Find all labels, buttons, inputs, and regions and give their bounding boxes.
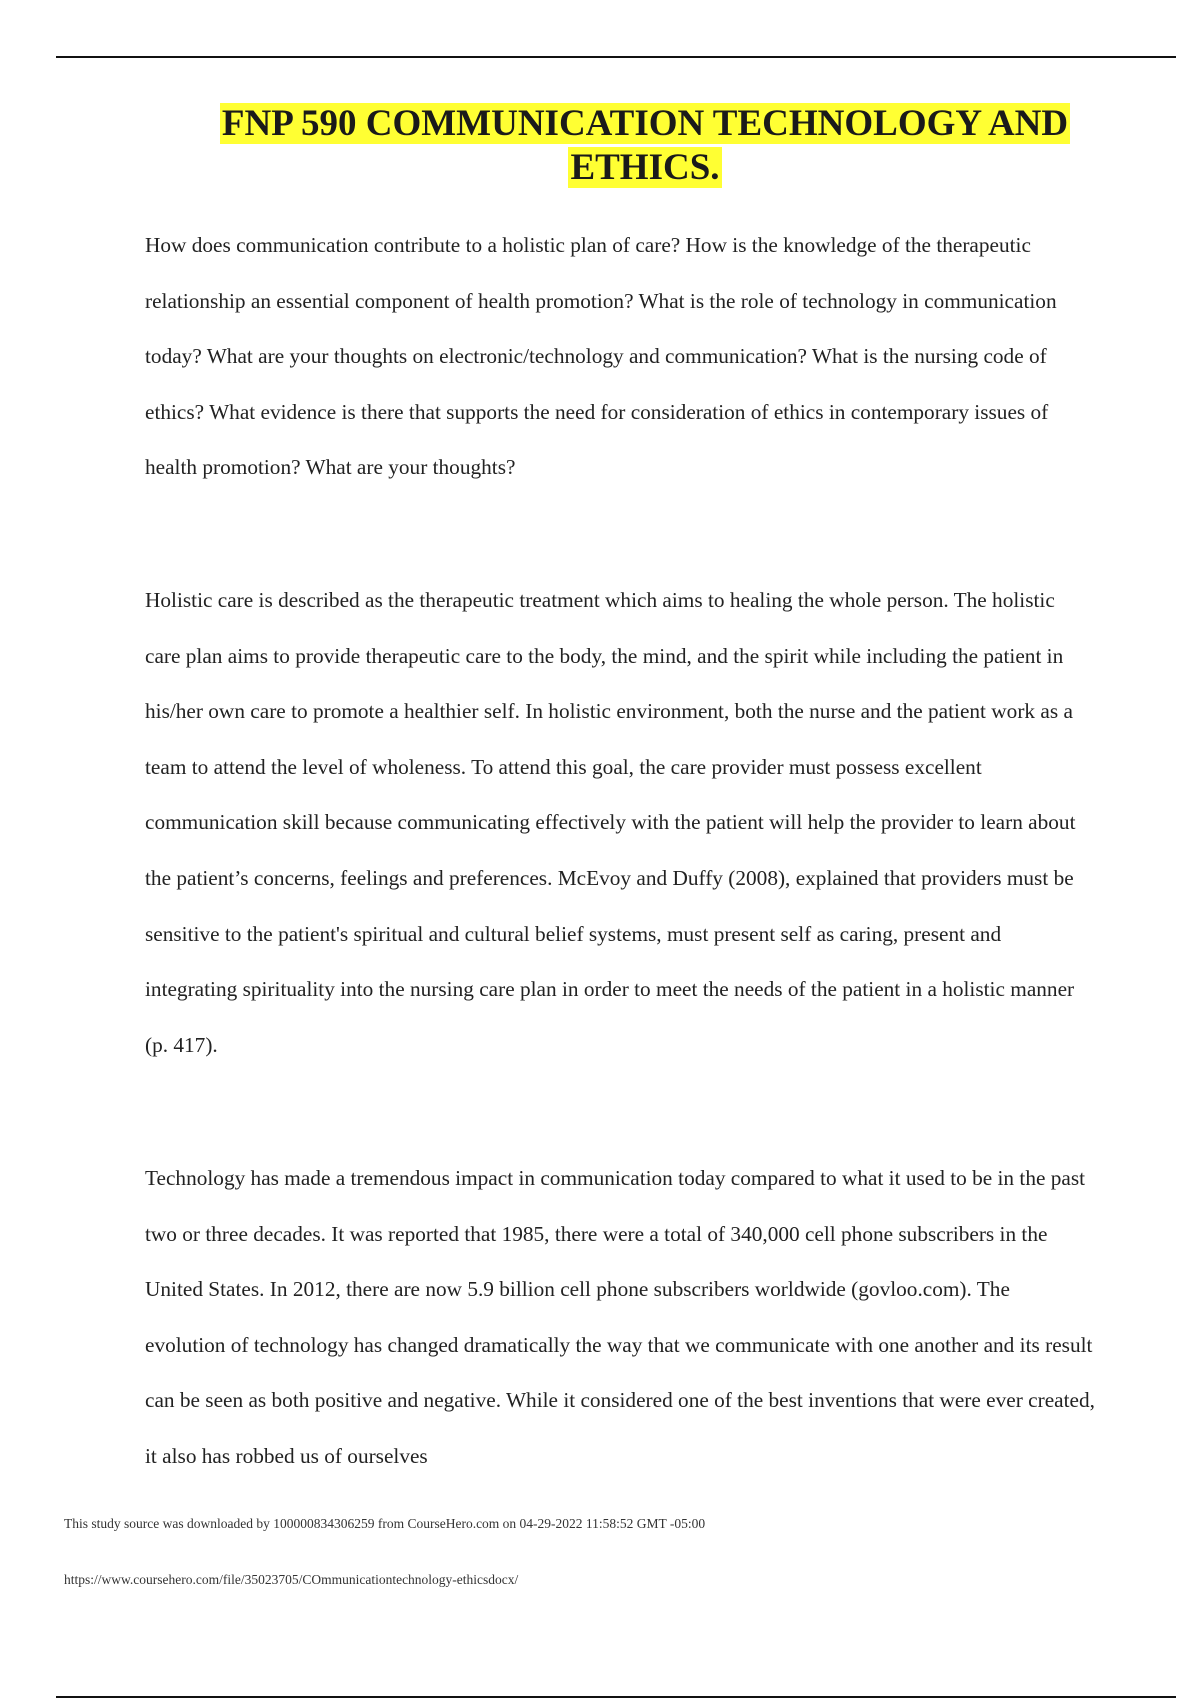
paragraph-technology: Technology has made a tremendous impact in communication today compared to what it used to be in the past two or three decades. It was reported that 1985, there were a total of 340,000 cell phone subscribers in the United States. In 2012, there are now 5.9 billion cell phone subscribers worldwide (govloo.com). The evolution of technology has changed dramatically the way that we communicate with one another and its result can be seen as both positive and negative. While it considered one of the best inventions that were ever created, it also has robbed us of ourselves bbox=[145, 1166, 1095, 1468]
top-rule bbox=[56, 56, 1176, 58]
source-url[interactable]: https://www.coursehero.com/file/35023705/COmmunicationtechnology-ethicsdocx/ bbox=[64, 1572, 519, 1587]
title-line-2: ETHICS. bbox=[570, 147, 720, 188]
paragraph-holistic-care: Holistic care is described as the therapeutic treatment which aims to healing the whole person. The holistic care plan aims to provide therapeutic care to the body, the mind, and the spirit while including the patient in his/her own care to promote a healthier self. In holistic environment, both the nurse and the patient work as a team to attend the level of wholeness. To attend this goal, the care provider must possess excellent communication skill because communicating effectively with the patient will help the provider to learn about the patient’s concerns, feelings and preferences. McEvoy and Duffy (2008), explained that providers must be sensitive to the patient's spiritual and cultural belief systems, must present self as caring, present and integrating spirituality into the nursing care plan in order to meet the needs of the patient in a holistic manner (p. 417). bbox=[145, 588, 1076, 1057]
title-line-1: FNP 590 COMMUNICATION TECHNOLOGY AND bbox=[221, 103, 1069, 144]
paragraph-questions: How does communication contribute to a holistic plan of care? How is the knowledge of the therapeutic relationship an essential component of health promotion? What is the role of technology in communication today? What are your thoughts on electronic/technology and communication? What is the nursing code of ethics? What evidence is there that supports the need for consideration of ethics in contemporary issues of health promotion? What are your thoughts? bbox=[145, 233, 1057, 480]
download-source-note: This study source was downloaded by 100000834306259 from CourseHero.com on 04-29-2022 11:58:52 GMT -05:00 bbox=[64, 1516, 706, 1531]
bottom-rule bbox=[56, 1696, 1176, 1698]
document-title bbox=[145, 102, 1145, 190]
